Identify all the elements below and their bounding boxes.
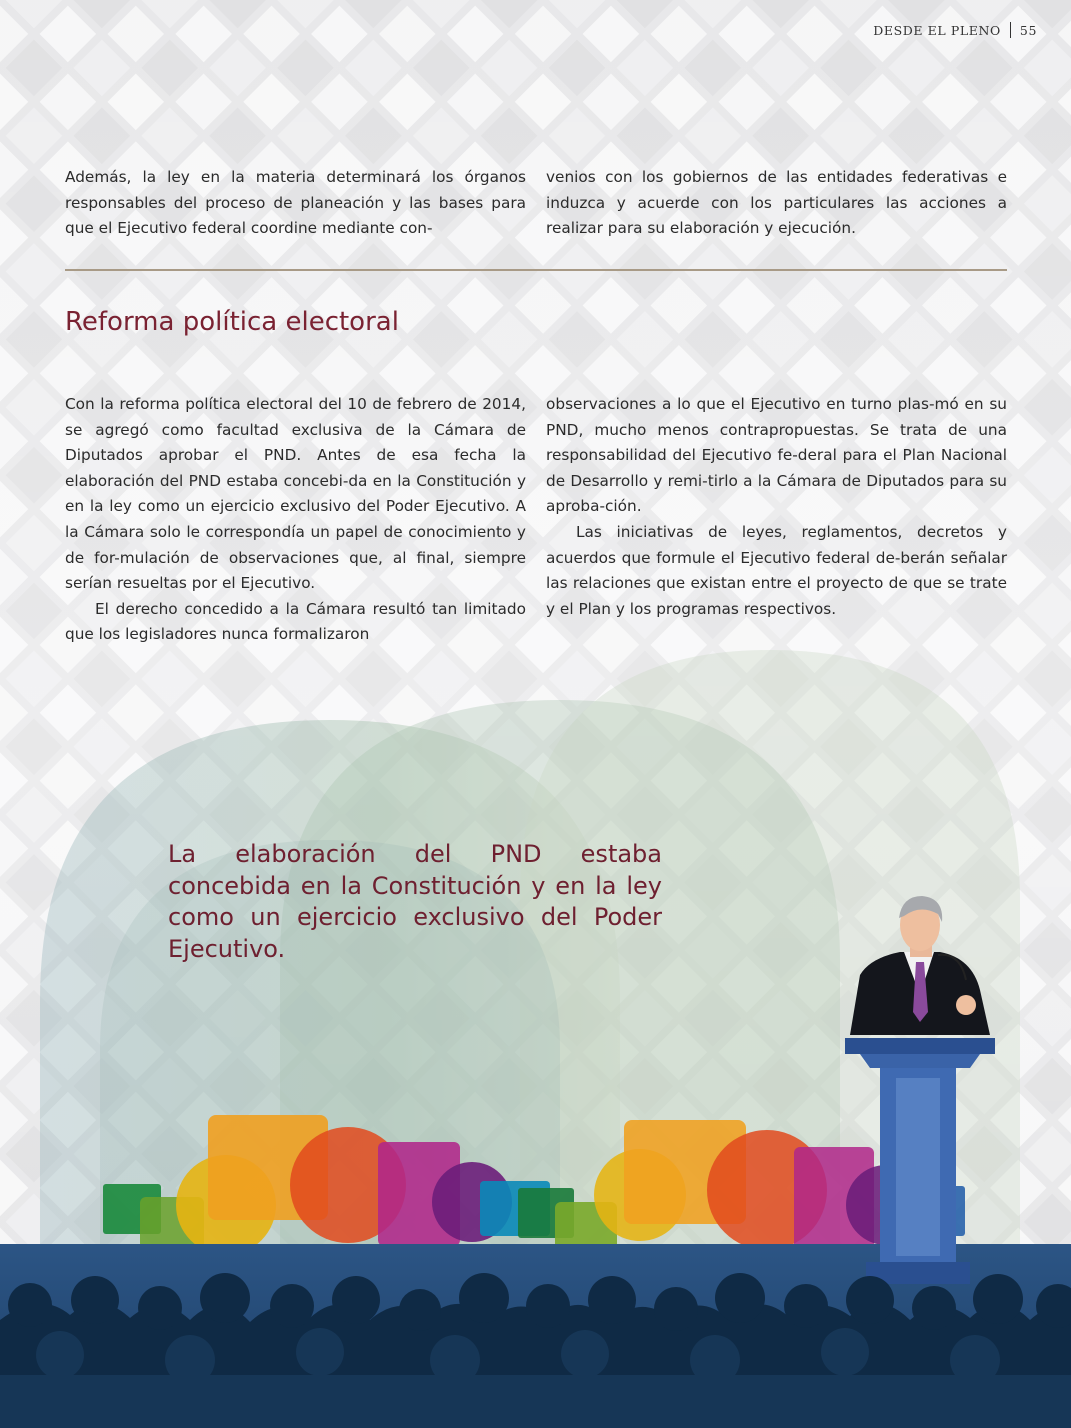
intro-paragraph-right: venios con los gobiernos de las entidades federativas e induzca y acuerde con los particulares las acciones a realizar para su elaboración y ejecución. (546, 168, 1007, 238)
intro-paragraph-left: Además, la ley en la materia determinará los órganos responsables del proceso de planeación y las bases para que el Ejecutivo federal coordine mediante con- (65, 168, 526, 238)
body-paragraph: Las iniciativas de leyes, reglamentos, decretos y acuerdos que formule el Ejecutivo federal de-berán señalar las relaciones que existan entre el proyecto de que se trate y el Plan y los programas respectivos. (546, 522, 1007, 618)
intro-column-left (65, 165, 526, 242)
body-paragraph: observaciones a lo que el Ejecutivo en turno plas-mó en su PND, mucho menos contrapropuestas. Se trata de una responsabilidad del Ejecutivo fe-deral para el Plan Nacional de Desarrollo y remi-tirlo a la Cámara de Diputados para su aproba-ción. (546, 395, 1007, 516)
header-separator (1010, 22, 1011, 38)
pull-quote: La elaboración del PND estaba concebida en la Constitución y en la ley como un ejercicio exclusivo del Poder Ejecutivo. (168, 840, 662, 963)
page-number: 55 (1019, 22, 1037, 38)
section-title: Reforma política electoral (65, 307, 399, 337)
body-column-right (546, 392, 1007, 622)
body-paragraph: Con la reforma política electoral del 10 de febrero de 2014, se agregó como facultad exclusiva de la Cámara de Diputados aprobar el PND. Antes de esa fecha la elaboración del PND estaba concebi-da en la Constitución y en la ley como un ejercicio exclusivo del Poder Ejecutivo. A la Cámara solo le correspondía un papel de conocimiento y de for-mulación de observaciones que, al final, siempre serían resueltas por el Ejecutivo. (65, 395, 526, 593)
intro-column-right (546, 165, 1007, 242)
body-column-left (65, 392, 526, 648)
body-paragraph: El derecho concedido a la Cámara resultó tan limitado que los legisladores nunca formalizaron (65, 599, 526, 644)
running-header (873, 22, 1037, 38)
section-divider (65, 269, 1007, 271)
running-header-section: DESDE EL PLENO (873, 22, 1001, 38)
